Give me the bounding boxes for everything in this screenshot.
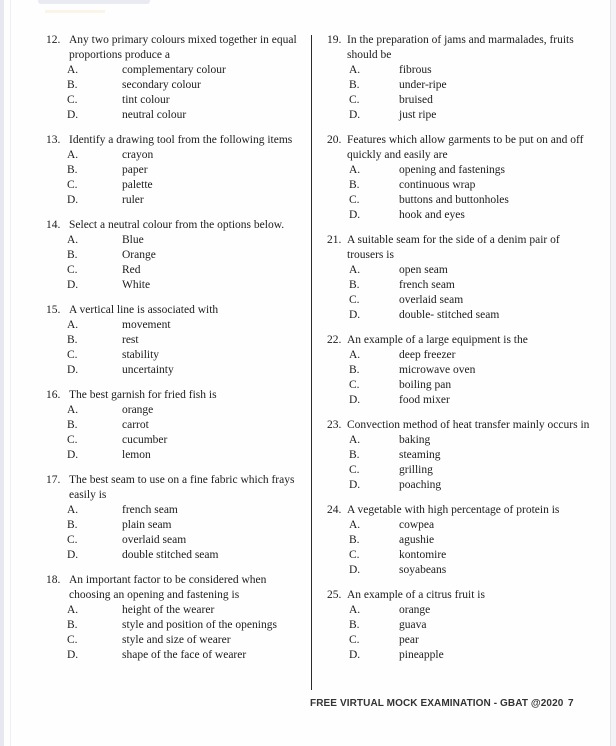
option-text: overlaid seam (399, 294, 464, 306)
option-row (46, 348, 311, 363)
option-letter: C. (67, 264, 78, 276)
question-number: 25. (327, 589, 342, 601)
option-letter: D. (349, 564, 361, 576)
option-text: soyabeans (399, 564, 447, 576)
question-text: The best garnish for fried fish is (69, 389, 217, 401)
question-number: 13. (46, 134, 61, 146)
option-text: french seam (122, 504, 178, 516)
option-letter: A. (349, 164, 361, 176)
option-letter: D. (349, 209, 361, 221)
option-row (46, 178, 311, 193)
option-row (46, 278, 311, 293)
option-text: under-ripe (399, 79, 447, 91)
option-text: ruler (122, 194, 144, 206)
question-block (46, 473, 311, 563)
option-text: White (122, 279, 151, 291)
question-head (327, 233, 597, 263)
option-letter: A. (67, 319, 79, 331)
option-text: orange (399, 604, 431, 616)
option-letter: A. (349, 604, 361, 616)
options (46, 233, 311, 293)
top-cropped-element (38, 0, 150, 4)
question-head (327, 503, 597, 518)
option-row (327, 378, 597, 393)
option-letter: A. (67, 404, 79, 416)
option-row (327, 78, 597, 93)
option-row (327, 603, 597, 618)
option-row (46, 533, 311, 548)
option-text: height of the wearer (122, 604, 215, 616)
option-row (46, 633, 311, 648)
option-text: grilling (399, 464, 433, 476)
options (327, 263, 597, 323)
option-text: carrot (122, 419, 149, 431)
question-text: Features which allow garments to be put on and off quickly and easily are (347, 134, 584, 161)
question-block (46, 133, 311, 208)
option-text: buttons and buttonholes (399, 194, 509, 206)
question-head (46, 33, 311, 63)
option-text: open seam (399, 264, 448, 276)
option-row (327, 448, 597, 463)
option-text: stability (122, 349, 160, 361)
page-right-margin (610, 0, 616, 746)
option-text: opening and fastenings (399, 164, 506, 176)
option-letter: D. (349, 649, 361, 661)
question-block (327, 33, 597, 123)
option-letter: B. (349, 619, 360, 631)
option-text: paper (122, 164, 148, 176)
option-letter: B. (349, 279, 360, 291)
options (327, 63, 597, 123)
option-letter: B. (67, 164, 78, 176)
question-text: A vegetable with high percentage of protein is (347, 504, 560, 516)
option-row (46, 63, 311, 78)
option-letter: A. (67, 604, 79, 616)
option-text: double- stitched seam (399, 309, 500, 321)
question-text: A suitable seam for the side of a denim pair of trousers is (347, 234, 560, 261)
option-row (46, 648, 311, 663)
option-letter: A. (67, 504, 79, 516)
option-letter: B. (349, 364, 360, 376)
option-letter: B. (67, 79, 78, 91)
option-letter: C. (349, 549, 360, 561)
option-row (46, 163, 311, 178)
question-block (46, 573, 311, 663)
option-text: cucumber (122, 434, 168, 446)
option-letter: C. (67, 434, 78, 446)
options (46, 63, 311, 123)
question-head (46, 573, 311, 603)
question-number: 16. (46, 389, 61, 401)
options (327, 518, 597, 578)
question-head (46, 473, 311, 503)
option-letter: D. (67, 649, 79, 661)
option-text: plain seam (122, 519, 172, 531)
option-letter: C. (67, 634, 78, 646)
option-letter: A. (67, 234, 79, 246)
options (46, 403, 311, 463)
option-row (327, 563, 597, 578)
question-text: Any two primary colours mixed together in equal proportions produce a (69, 34, 297, 61)
option-letter: B. (67, 419, 78, 431)
option-letter: B. (67, 619, 78, 631)
option-letter: D. (67, 364, 79, 376)
option-text: pear (399, 634, 419, 646)
option-letter: C. (67, 94, 78, 106)
option-row (327, 463, 597, 478)
option-row (327, 363, 597, 378)
options (327, 433, 597, 493)
option-row (327, 163, 597, 178)
option-row (327, 193, 597, 208)
footer-text: FREE VIRTUAL MOCK EXAMINATION - GBAT @2020 (310, 698, 564, 709)
question-number: 18. (46, 574, 61, 586)
option-row (327, 108, 597, 123)
option-text: neutral colour (122, 109, 187, 121)
option-letter: A. (349, 264, 361, 276)
question-number: 22. (327, 334, 342, 346)
option-text: overlaid seam (122, 534, 187, 546)
option-letter: A. (67, 149, 79, 161)
option-text: Orange (122, 249, 156, 261)
option-letter: A. (349, 64, 361, 76)
question-head (46, 133, 311, 148)
question-number: 15. (46, 304, 61, 316)
option-row (46, 263, 311, 278)
option-row (327, 518, 597, 533)
option-letter: D. (349, 309, 361, 321)
questions-column-left (30, 33, 311, 690)
option-letter: C. (349, 464, 360, 476)
option-row (327, 478, 597, 493)
question-number: 24. (327, 504, 342, 516)
question-text: Identify a drawing tool from the following items (69, 134, 293, 146)
option-text: style and position of the openings (122, 619, 277, 631)
option-text: cowpea (399, 519, 435, 531)
question-head (327, 33, 597, 63)
option-text: fibrous (399, 64, 432, 76)
question-text: Select a neutral colour from the options below. (69, 219, 285, 231)
option-row (327, 348, 597, 363)
option-letter: B. (67, 519, 78, 531)
option-row (327, 263, 597, 278)
question-number: 14. (46, 219, 61, 231)
option-row (46, 518, 311, 533)
question-text: Convection method of heat transfer mainly occurs in (347, 419, 590, 431)
option-text: pineapple (399, 649, 444, 661)
option-text: microwave oven (399, 364, 476, 376)
option-text: agushie (399, 534, 435, 546)
question-text: The best seam to use on a fine fabric which frays easily is (69, 474, 295, 501)
option-letter: B. (67, 249, 78, 261)
option-row (46, 448, 311, 463)
option-row (327, 633, 597, 648)
option-row (46, 78, 311, 93)
option-text: just ripe (399, 109, 437, 121)
question-block (46, 303, 311, 378)
option-letter: D. (349, 394, 361, 406)
option-letter: D. (349, 109, 361, 121)
question-block (46, 218, 311, 293)
question-block (327, 233, 597, 323)
option-row (327, 208, 597, 223)
option-row (327, 548, 597, 563)
question-head (46, 388, 311, 403)
option-row (46, 503, 311, 518)
option-text: shape of the face of wearer (122, 649, 247, 661)
options (46, 318, 311, 378)
page-edge-line (10, 0, 11, 746)
option-row (46, 333, 311, 348)
option-text: Red (122, 264, 141, 276)
question-block (327, 133, 597, 223)
option-row (327, 393, 597, 408)
option-text: tint colour (122, 94, 170, 106)
page-number: 7 (568, 698, 574, 709)
question-number: 17. (46, 474, 61, 486)
option-text: complementary colour (122, 64, 226, 76)
option-text: hook and eyes (399, 209, 465, 221)
option-letter: D. (67, 194, 79, 206)
options (327, 163, 597, 223)
question-text: In the preparation of jams and marmalades, fruits should be (347, 34, 574, 61)
option-letter: A. (349, 349, 361, 361)
option-row (327, 648, 597, 663)
option-letter: C. (349, 634, 360, 646)
option-text: steaming (399, 449, 441, 461)
option-letter: C. (349, 379, 360, 391)
option-row (46, 603, 311, 618)
option-letter: B. (349, 449, 360, 461)
option-row (46, 403, 311, 418)
question-head (327, 418, 597, 433)
question-number: 20. (327, 134, 342, 146)
option-text: style and size of wearer (122, 634, 231, 646)
option-row (46, 248, 311, 263)
question-number: 19. (327, 34, 342, 46)
option-row (46, 318, 311, 333)
option-letter: D. (67, 279, 79, 291)
option-row (46, 93, 311, 108)
question-text: A vertical line is associated with (69, 304, 219, 316)
question-block (46, 388, 311, 463)
page-left-margin (0, 0, 4, 746)
question-head (327, 588, 597, 603)
option-row (46, 193, 311, 208)
option-row (327, 533, 597, 548)
questions-column-right (312, 33, 597, 690)
option-text: french seam (399, 279, 455, 291)
question-number: 12. (46, 34, 61, 46)
option-row (46, 148, 311, 163)
option-text: guava (399, 619, 427, 631)
option-letter: D. (349, 479, 361, 491)
options (46, 148, 311, 208)
option-row (46, 433, 311, 448)
question-head (327, 333, 597, 348)
option-text: deep freezer (399, 349, 456, 361)
option-text: continuous wrap (399, 179, 476, 191)
option-text: Blue (122, 234, 144, 246)
option-letter: C. (349, 294, 360, 306)
option-text: bruised (399, 94, 433, 106)
option-letter: D. (67, 449, 79, 461)
option-letter: D. (67, 109, 79, 121)
option-text: movement (122, 319, 171, 331)
option-letter: A. (67, 64, 79, 76)
question-block (327, 503, 597, 578)
question-head (46, 218, 311, 233)
option-text: palette (122, 179, 153, 191)
options (46, 503, 311, 563)
option-text: poaching (399, 479, 442, 491)
option-text: boiling pan (399, 379, 452, 391)
option-letter: A. (349, 519, 361, 531)
question-head (46, 303, 311, 318)
option-text: secondary colour (122, 79, 201, 91)
option-text: double stitched seam (122, 549, 219, 561)
question-text: An important factor to be considered when choosing an opening and fastening is (69, 574, 267, 601)
option-letter: B. (349, 534, 360, 546)
option-text: orange (122, 404, 154, 416)
option-text: baking (399, 434, 431, 446)
option-letter: C. (67, 349, 78, 361)
option-row (327, 308, 597, 323)
option-text: rest (122, 334, 139, 346)
option-row (46, 363, 311, 378)
top-faint-highlight (45, 10, 105, 13)
option-text: food mixer (399, 394, 450, 406)
option-letter: C. (67, 179, 78, 191)
option-text: lemon (122, 449, 151, 461)
option-text: crayon (122, 149, 154, 161)
question-block (327, 333, 597, 408)
option-letter: C. (67, 534, 78, 546)
option-letter: B. (67, 334, 78, 346)
question-block (46, 33, 311, 123)
option-letter: A. (349, 434, 361, 446)
option-row (46, 418, 311, 433)
options (327, 348, 597, 408)
option-row (46, 618, 311, 633)
option-text: uncertainty (122, 364, 174, 376)
question-number: 21. (327, 234, 342, 246)
question-text: An example of a large equipment is the (347, 334, 528, 346)
option-row (327, 293, 597, 308)
option-letter: D. (67, 549, 79, 561)
option-letter: C. (349, 94, 360, 106)
option-letter: B. (349, 179, 360, 191)
question-head (327, 133, 597, 163)
question-block (327, 588, 597, 663)
option-row (327, 178, 597, 193)
options (46, 603, 311, 663)
option-row (46, 108, 311, 123)
option-letter: B. (349, 79, 360, 91)
option-row (327, 433, 597, 448)
exam-page-body (30, 33, 597, 690)
question-number: 23. (327, 419, 342, 431)
option-row (327, 618, 597, 633)
question-block (327, 418, 597, 493)
option-text: kontomire (399, 549, 447, 561)
option-row (46, 233, 311, 248)
option-row (46, 548, 311, 563)
question-text: An example of a citrus fruit is (347, 589, 485, 601)
options (327, 603, 597, 663)
option-row (327, 278, 597, 293)
option-letter: C. (349, 194, 360, 206)
option-row (327, 93, 597, 108)
option-row (327, 63, 597, 78)
